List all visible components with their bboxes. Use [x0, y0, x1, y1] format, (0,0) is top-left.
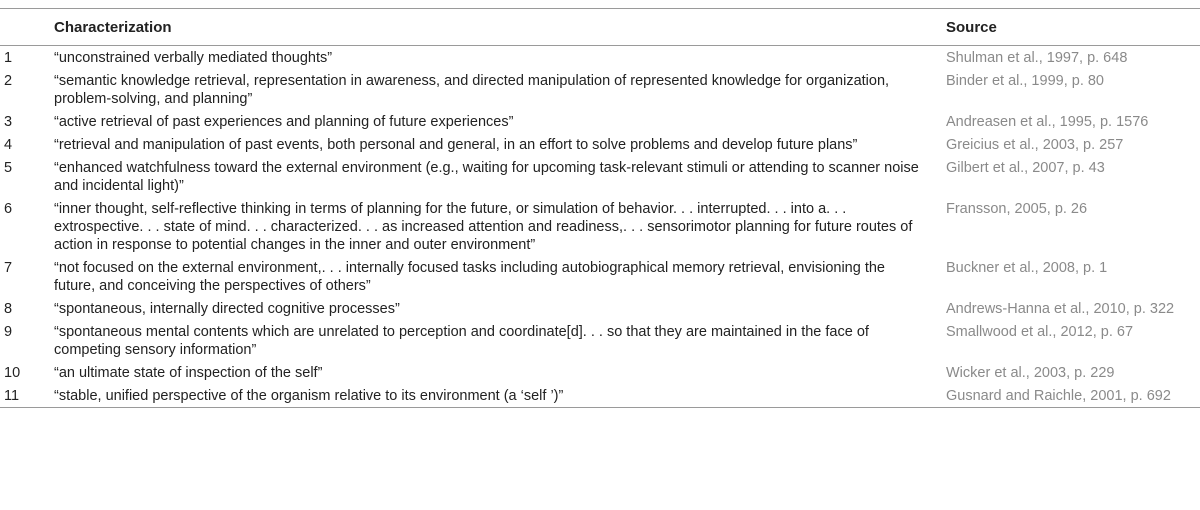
source-citation[interactable]: Andreasen et al., 1995, p. 1576 [946, 114, 1149, 130]
table-row [0, 69, 1200, 110]
table-row [0, 384, 1200, 408]
header-number [0, 9, 50, 46]
source-citation[interactable]: Buckner et al., 2008, p. 1 [946, 260, 1108, 276]
row-number: 4 [4, 137, 13, 153]
table-body [0, 46, 1200, 408]
source-citation[interactable]: Gilbert et al., 2007, p. 43 [946, 160, 1105, 176]
characterization-table [0, 8, 1200, 408]
table-row [0, 256, 1200, 297]
characterization-text: “retrieval and manipulation of past events, both personal and general, in an effort to solve problems and develop future plans” [54, 137, 858, 153]
table-row [0, 197, 1200, 256]
characterization-text: “semantic knowledge retrieval, representation in awareness, and directed manipulation of represented knowledge for organization, problem-solving, and planning” [54, 73, 890, 107]
table-row [0, 156, 1200, 197]
row-number: 1 [4, 50, 13, 66]
source-citation[interactable]: Gusnard and Raichle, 2001, p. 692 [946, 388, 1171, 404]
table-row [0, 320, 1200, 361]
source-citation[interactable]: Fransson, 2005, p. 26 [946, 201, 1088, 217]
characterization-text: “inner thought, self-reflective thinking in terms of planning for the future, or simulation of behavior. . . interrupted. . . into a. . . extrospective. . . state of mind. . . characterized. . . as increased attention and readiness,. . . sensorimotor planning for future routes of action in response to potential changes in the inner and outer environment” [54, 201, 913, 253]
source-citation[interactable]: Andrews-Hanna et al., 2010, p. 322 [946, 301, 1175, 317]
header-row [0, 9, 1200, 46]
row-number: 9 [4, 324, 13, 340]
header-characterization: Characterization [54, 18, 172, 36]
source-citation[interactable]: Wicker et al., 2003, p. 229 [946, 365, 1115, 381]
row-number: 3 [4, 114, 13, 130]
source-citation[interactable]: Greicius et al., 2003, p. 257 [946, 137, 1124, 153]
characterization-text: “spontaneous mental contents which are unrelated to perception and coordinate[d]. . . so that they are maintained in the face of competing sensory information” [54, 324, 869, 358]
table-row [0, 46, 1200, 70]
table-row [0, 110, 1200, 133]
source-citation[interactable]: Smallwood et al., 2012, p. 67 [946, 324, 1134, 340]
table-header [0, 9, 1200, 46]
row-number: 5 [4, 160, 13, 176]
table-row [0, 133, 1200, 156]
table-row [0, 297, 1200, 320]
characterization-text: “not focused on the external environment,. . . internally focused tasks including autobiographical memory retrieval, envisioning the future, and conceiving the perspectives of others” [54, 260, 885, 294]
source-citation[interactable]: Binder et al., 1999, p. 80 [946, 73, 1104, 89]
row-number: 6 [4, 201, 13, 217]
table-row [0, 361, 1200, 384]
characterization-text: “unconstrained verbally mediated thoughts” [54, 50, 333, 66]
characterization-text: “an ultimate state of inspection of the self” [54, 365, 323, 381]
characterization-text: “stable, unified perspective of the organism relative to its environment (a ‘self ’)” [54, 388, 564, 404]
row-number: 2 [4, 73, 13, 89]
header-source: Source [946, 18, 997, 36]
characterization-text: “enhanced watchfulness toward the external environment (e.g., waiting for upcoming task-relevant stimuli or attending to scanner noise and incidental light)” [54, 160, 919, 194]
characterization-text: “spontaneous, internally directed cognitive processes” [54, 301, 400, 317]
row-number: 11 [4, 388, 20, 404]
row-number: 7 [4, 260, 13, 276]
characterization-text: “active retrieval of past experiences and planning of future experiences” [54, 114, 514, 130]
source-citation[interactable]: Shulman et al., 1997, p. 648 [946, 50, 1128, 66]
row-number: 8 [4, 301, 13, 317]
row-number: 10 [4, 365, 21, 381]
